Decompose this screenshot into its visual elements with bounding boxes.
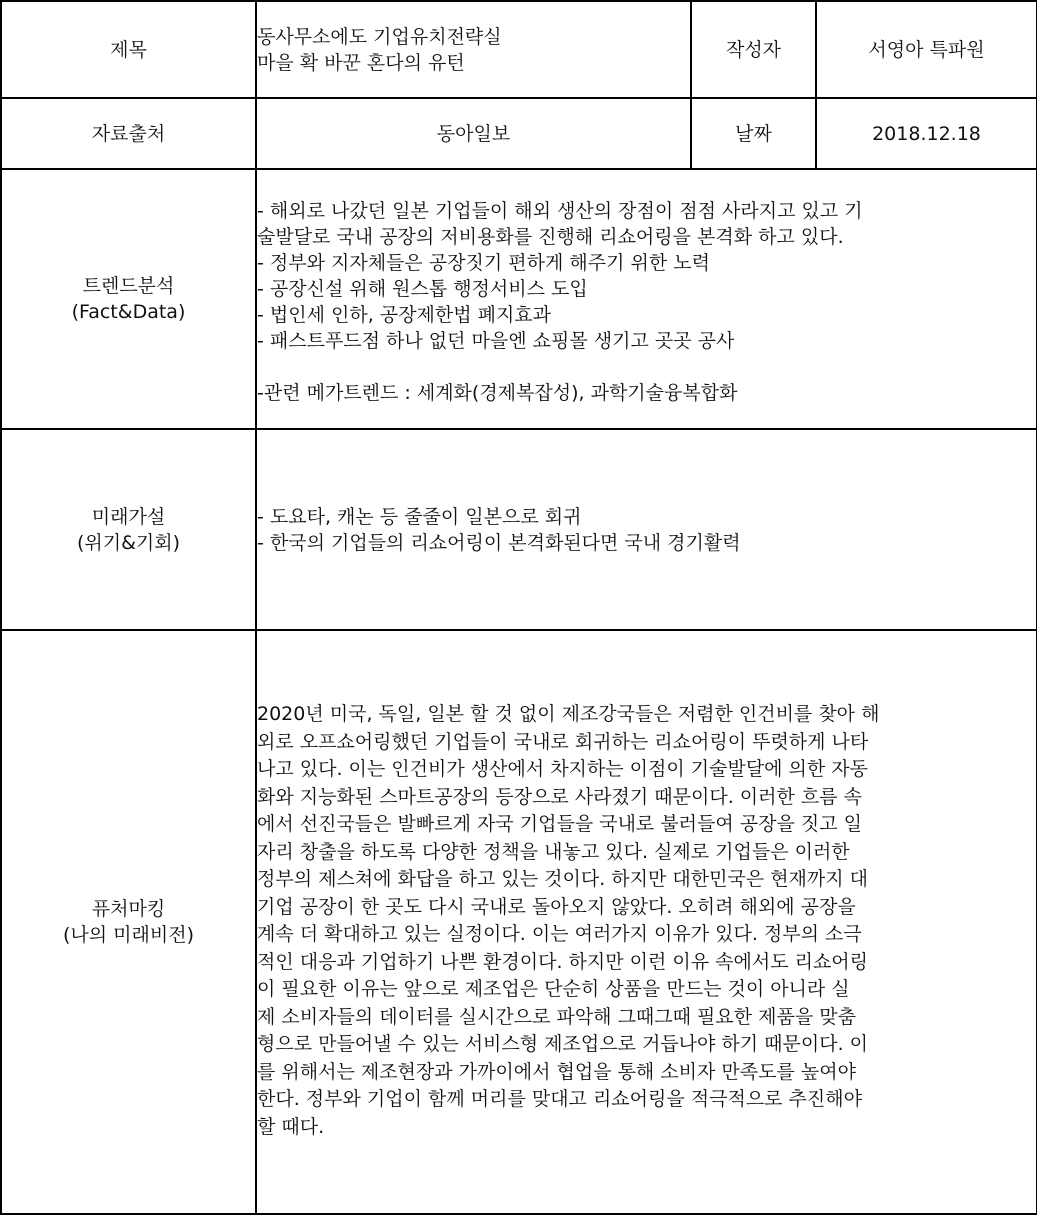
vision-line-4: 화와 지능화된 스마트공장의 등장으로 사라졌기 때문이다. 이러한 흐름 속: [257, 785, 862, 808]
trend-line-3: - 정부와 지자체들은 공장짓기 편하게 해주기 위한 노력: [257, 252, 710, 274]
future-marking-row: [1, 630, 1037, 1214]
vision-line-7: 정부의 제스쳐에 화답을 하고 있는 것이다. 하지만 대한민국은 현재까지 대: [257, 868, 869, 890]
date-label-cell: [691, 98, 816, 169]
source-label-cell: [1, 98, 256, 169]
vision-line-1: 2020년 미국, 독일, 일본 할 것 없이 제조강국들은 저렴한 인건비를 찾아 해: [257, 703, 880, 725]
vision-line-13: 형으로 만들어낼 수 있는 서비스형 제조업으로 거듭나야 하기 때문이다. 이: [257, 1033, 869, 1055]
trend-line-1: - 해외로 나갔던 일본 기업들이 해외 생산의 장점이 점점 사라지고 있고 기: [257, 200, 863, 222]
trend-analysis-content: [256, 169, 1037, 429]
future-marking-label: 퓨처마킹: [91, 898, 166, 920]
author-value: 서영아 특파원: [868, 38, 985, 61]
trend-analysis-label: 트렌드분석: [82, 275, 175, 297]
trend-line-6: - 패스트푸드점 하나 없던 마을엔 쇼핑몰 생기고 곳곳 공사: [257, 330, 735, 352]
vision-line-5: 에서 선진국들은 발빠르게 자국 기업들을 국내로 불러들여 공장을 짓고 일: [257, 813, 862, 835]
trend-analysis-row: [1, 169, 1037, 429]
trend-line-4: - 공장신설 위해 원스톱 행정서비스 도입: [257, 278, 588, 300]
source-row: [1, 98, 1037, 169]
hypothesis-line-2: - 한국의 기업들의 리쇼어링이 본격화된다면 국내 경기활력: [257, 531, 741, 554]
vision-line-3: 나고 있다. 이는 인건비가 생산에서 차지하는 이점이 기술발달에 의한 자동: [257, 758, 869, 780]
megatrend-line: -관련 메가트렌드 : 세계화(경제복잡성), 과학기술융복합화: [257, 382, 738, 404]
title-line-2: 마을 확 바꾼 혼다의 유턴: [257, 51, 465, 74]
vision-line-8: 기업 공장이 한 곳도 다시 국내로 돌아오지 않았다. 오히려 해외에 공장을: [257, 895, 856, 918]
date-label: 날짜: [735, 122, 772, 145]
source-label: 자료출처: [91, 122, 166, 145]
vision-line-10: 적인 대응과 기업하기 나쁜 환경이다. 하지만 이런 이유 속에서도 리쇼어링: [257, 950, 869, 973]
spacer: [257, 354, 1036, 380]
title-line-1: 동사무소에도 기업유치전략실: [257, 25, 502, 48]
vision-line-14: 를 위해서는 제조현장과 가까이에서 협업을 통해 소비자 만족도를 높여야: [257, 1060, 856, 1083]
trend-analysis-sublabel: (Fact&Data): [71, 301, 186, 323]
hypothesis-line-1: - 도요타, 캐논 등 줄줄이 일본으로 회귀: [257, 505, 582, 528]
vision-line-11: 이 필요한 이유는 앞으로 제조업은 단순히 상품을 만드는 것이 아니라 실: [257, 978, 850, 1000]
future-hypothesis-row: [1, 429, 1037, 630]
title-row: [1, 1, 1037, 98]
future-marking-label-cell: [1, 630, 256, 1214]
date-value: 2018.12.18: [872, 122, 981, 145]
trend-analysis-label-cell: [1, 169, 256, 429]
future-hypothesis-content: [256, 429, 1037, 630]
title-label-cell: [1, 1, 256, 98]
future-marking-sublabel: (나의 미래비전): [63, 924, 194, 946]
date-value-cell: [816, 98, 1037, 169]
vision-line-12: 제 소비자들의 데이터를 실시간으로 파악해 그때그때 필요한 제품을 맞춤: [257, 1005, 856, 1028]
title-label: 제목: [110, 38, 147, 61]
vision-line-15: 한다. 정부와 기업이 함께 머리를 맞대고 리쇼어링을 적극적으로 추진해야: [257, 1088, 862, 1110]
author-value-cell: [816, 1, 1037, 98]
source-value-cell: [256, 98, 691, 169]
title-value-cell: [256, 1, 691, 98]
future-hypothesis-label: 미래가설: [91, 505, 166, 528]
author-label-cell: [691, 1, 816, 98]
future-hypothesis-sublabel: (위기&기회): [76, 531, 181, 554]
trend-line-5: - 법인세 인하, 공장제한법 폐지효과: [257, 304, 552, 326]
author-label: 작성자: [725, 38, 782, 61]
trend-line-2: 술발달로 국내 공장의 저비용화를 진행해 리쇼어링을 본격화 하고 있다.: [257, 226, 844, 248]
source-value: 동아일보: [436, 122, 511, 145]
vision-line-6: 자리 창출을 하도록 다양한 정책을 내놓고 있다. 실제로 기업들은 이러한: [257, 840, 850, 863]
vision-line-2: 외로 오프쇼어링했던 기업들이 국내로 회귀하는 리쇼어링이 뚜렷하게 나타: [257, 730, 869, 753]
vision-line-16: 할 때다.: [257, 1115, 325, 1138]
future-marking-content: [256, 630, 1037, 1214]
future-hypothesis-label-cell: [1, 429, 256, 630]
vision-line-9: 계속 더 확대하고 있는 실정이다. 이는 여러가지 이유가 있다. 정부의 소극: [257, 923, 862, 945]
